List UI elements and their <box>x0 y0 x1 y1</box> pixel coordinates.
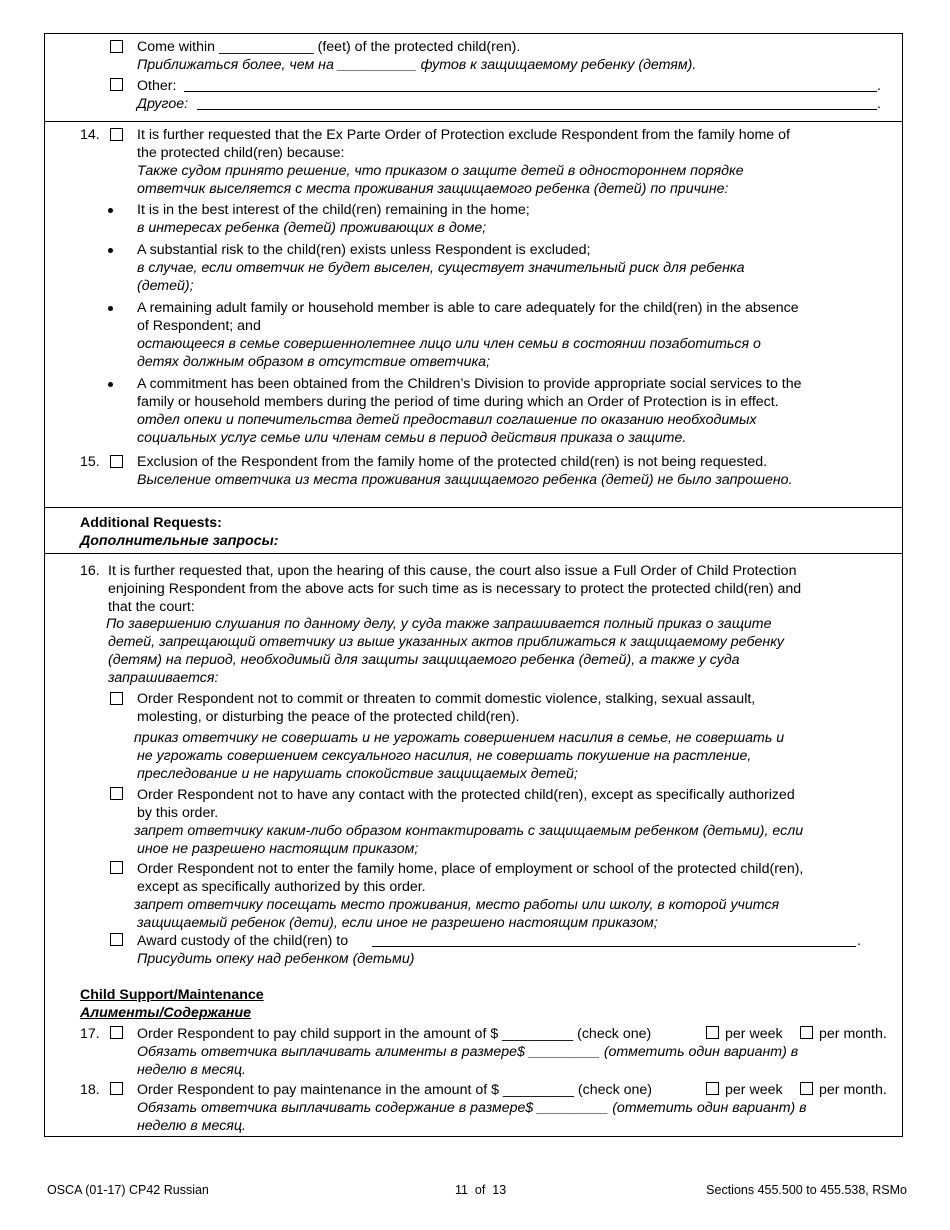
option-text: except as specifically authorized by this order. <box>137 879 426 895</box>
option-text-ru: запрет ответчику посещать место проживания, место работы или школу, в которой учится <box>134 897 780 913</box>
per-month-checkbox[interactable] <box>800 1026 813 1039</box>
custody-text-ru: Присудить опеку над ребенком (детьми) <box>137 951 415 967</box>
item-14-text: It is further requested that the Ex Parte Order of Protection exclude Respondent from the family home of <box>137 127 790 143</box>
item-16-number: 16. <box>80 563 100 579</box>
other-blank-line[interactable] <box>184 91 877 92</box>
footer-page-number: 11 of 13 <box>455 1183 507 1197</box>
per-week-label: per week <box>725 1082 783 1098</box>
option-text: Order Respondent not to commit or threaten to commit domestic violence, stalking, sexual assault, <box>137 691 756 707</box>
footer-form-id: OSCA (01-17) CP42 Russian <box>47 1183 209 1197</box>
maintenance-text-ru: Обязать ответчика выплачивать содержание в размере$ _________ (отметить один вариант) в <box>137 1100 807 1116</box>
bullet-text-ru: детях должным образом в отсутствие ответчика; <box>137 354 491 370</box>
bullet-text-ru: остающееся в семье совершеннолетнее лицо или член семьи в состоянии позаботиться о <box>137 336 761 352</box>
bullet-text: of Respondent; and <box>137 318 261 334</box>
bullet-text: A substantial risk to the child(ren) exists unless Respondent is excluded; <box>137 242 591 258</box>
bullet-text-ru: социальных услуг семье или членам семьи в период действия приказа о защите. <box>137 430 687 446</box>
other-period-ru: . <box>877 96 881 112</box>
no-entry-checkbox[interactable] <box>110 861 123 874</box>
item-17-number: 17. <box>80 1026 100 1042</box>
option-text-ru: преследование и не нарушать спокойствие защищаемых детей; <box>137 766 578 782</box>
option-text-ru: иное не разрешено настоящим приказом; <box>137 841 419 857</box>
section-divider <box>44 553 903 554</box>
item-16-text: enjoining Respondent from the above acts for such time as is necessary to protect the protected child(ren) and <box>108 581 802 597</box>
item-16-text: that the court: <box>108 599 195 615</box>
bullet-text: A remaining adult family or household member is able to care adequately for the child(ren) in the absence <box>137 300 799 316</box>
item-16-text-ru: детей, запрещающий ответчику из выше указанных актов приближаться к защищаемому ребенку <box>108 634 784 650</box>
item-14-text: the protected child(ren) because: <box>137 145 345 161</box>
bullet-text: It is in the best interest of the child(ren) remaining in the home; <box>137 202 530 218</box>
custody-blank-line[interactable] <box>372 946 856 947</box>
item-15-checkbox[interactable] <box>110 455 123 468</box>
option-text-ru: приказ ответчику не совершать и не угрожать совершением насилия в семье, не совершать и <box>134 730 785 746</box>
per-month-checkbox[interactable] <box>800 1082 813 1095</box>
option-text: molesting, or disturbing the peace of the protected child(ren). <box>137 709 520 725</box>
per-week-checkbox[interactable] <box>706 1082 719 1095</box>
item-16-text-ru: запрашивается: <box>108 670 219 686</box>
option-text: by this order. <box>137 805 219 821</box>
footer-statute: Sections 455.500 to 455.538, RSMo <box>706 1183 907 1197</box>
other-label-ru: Другое: <box>137 96 189 112</box>
bullet-text: A commitment has been obtained from the Children’s Division to provide appropriate social services to the <box>137 376 802 392</box>
item-14-checkbox[interactable] <box>110 128 123 141</box>
come-within-text-ru: Приближаться более, чем на __________ футов к защищаемому ребенку (детям). <box>137 57 697 73</box>
option-text: Order Respondent not to enter the family home, place of employment or school of the protected child(ren), <box>137 861 804 877</box>
no-contact-checkbox[interactable] <box>110 787 123 800</box>
other-blank-line-ru[interactable] <box>197 109 877 110</box>
per-week-label: per week <box>725 1026 783 1042</box>
maintenance-text: Order Respondent to pay maintenance in the amount of $ _________ (check one) <box>137 1082 653 1098</box>
bullet-text: family or household members during the period of time during which an Order of Protection is in effect. <box>137 394 779 410</box>
item-14-number: 14. <box>80 127 100 143</box>
child-support-text-ru: неделю в месяц. <box>137 1062 246 1078</box>
no-violence-checkbox[interactable] <box>110 692 123 705</box>
item-14-text-ru: Также судом принято решение, что приказом о защите детей в одностороннем порядке <box>137 163 744 179</box>
other-checkbox[interactable] <box>110 78 123 91</box>
other-label: Other: <box>137 78 177 94</box>
child-support-heading: Child Support/Maintenance <box>80 987 264 1003</box>
item-15-text-ru: Выселение ответчика из места проживания защищаемого ребенка (детей) не было запрошено. <box>137 472 793 488</box>
bullet-text-ru: в случае, если ответчик не будет выселен, существует значительный риск для ребенка <box>137 260 745 276</box>
option-text-ru: не угрожать совершением сексуального насилия, не совершать покушение на растление, <box>137 748 752 764</box>
come-within-text: Come within ____________ (feet) of the protected child(ren). <box>137 39 521 55</box>
bullet-dot <box>108 248 113 253</box>
per-month-label: per month. <box>819 1082 887 1098</box>
custody-period: . <box>857 933 861 949</box>
option-text-ru: защищаемый ребенок (дети), если иное не разрешено настоящим приказом; <box>137 915 658 931</box>
item-17-checkbox[interactable] <box>110 1026 123 1039</box>
custody-text: Award custody of the child(ren) to <box>137 933 349 949</box>
come-within-checkbox[interactable] <box>110 40 123 53</box>
item-15-text: Exclusion of the Respondent from the family home of the protected child(ren) is not being requested. <box>137 454 768 470</box>
child-support-text: Order Respondent to pay child support in the amount of $ _________ (check one) <box>137 1026 652 1042</box>
section-divider <box>44 507 903 508</box>
item-16-text-ru: (детям) на период, необходимый для защиты защищаемого ребенка (детей), а также у суда <box>108 652 740 668</box>
custody-checkbox[interactable] <box>110 933 123 946</box>
child-support-text-ru: Обязать ответчика выплачивать алименты в размере$ _________ (отметить один вариант) в <box>137 1044 799 1060</box>
item-16-text-ru: По завершению слушания по данному делу, у суда также запрашивается полный приказ о защите <box>106 616 772 632</box>
per-week-checkbox[interactable] <box>706 1026 719 1039</box>
item-18-number: 18. <box>80 1082 100 1098</box>
additional-requests-heading-ru: Дополнительные запросы: <box>80 533 279 549</box>
item-15-number: 15. <box>80 454 100 470</box>
per-month-label: per month. <box>819 1026 887 1042</box>
option-text: Order Respondent not to have any contact with the protected child(ren), except as specifically authorized <box>137 787 795 803</box>
bullet-text-ru: (детей); <box>137 278 194 294</box>
item-18-checkbox[interactable] <box>110 1082 123 1095</box>
option-text-ru: запрет ответчику каким-либо образом контактировать с защищаемым ребенком (детьми), если <box>134 823 804 839</box>
additional-requests-heading: Additional Requests: <box>80 515 222 531</box>
bullet-text-ru: в интересах ребенка (детей) проживающих в доме; <box>137 220 487 236</box>
child-support-heading-ru: Алименты/Содержание <box>80 1005 252 1021</box>
bullet-text-ru: отдел опеки и попечительства детей предоставил соглашение по оказанию необходимых <box>137 412 757 428</box>
maintenance-text-ru: неделю в месяц. <box>137 1118 246 1134</box>
section-divider <box>44 121 903 122</box>
item-16-text: It is further requested that, upon the hearing of this cause, the court also issue a Full Order of Child Protection <box>108 563 797 579</box>
other-period: . <box>877 78 881 94</box>
bullet-dot <box>108 306 113 311</box>
bullet-dot <box>108 382 113 387</box>
item-14-text-ru: ответчик выселяется с места проживания защищаемого ребенка (детей) по причине: <box>137 181 729 197</box>
bullet-dot <box>108 208 113 213</box>
